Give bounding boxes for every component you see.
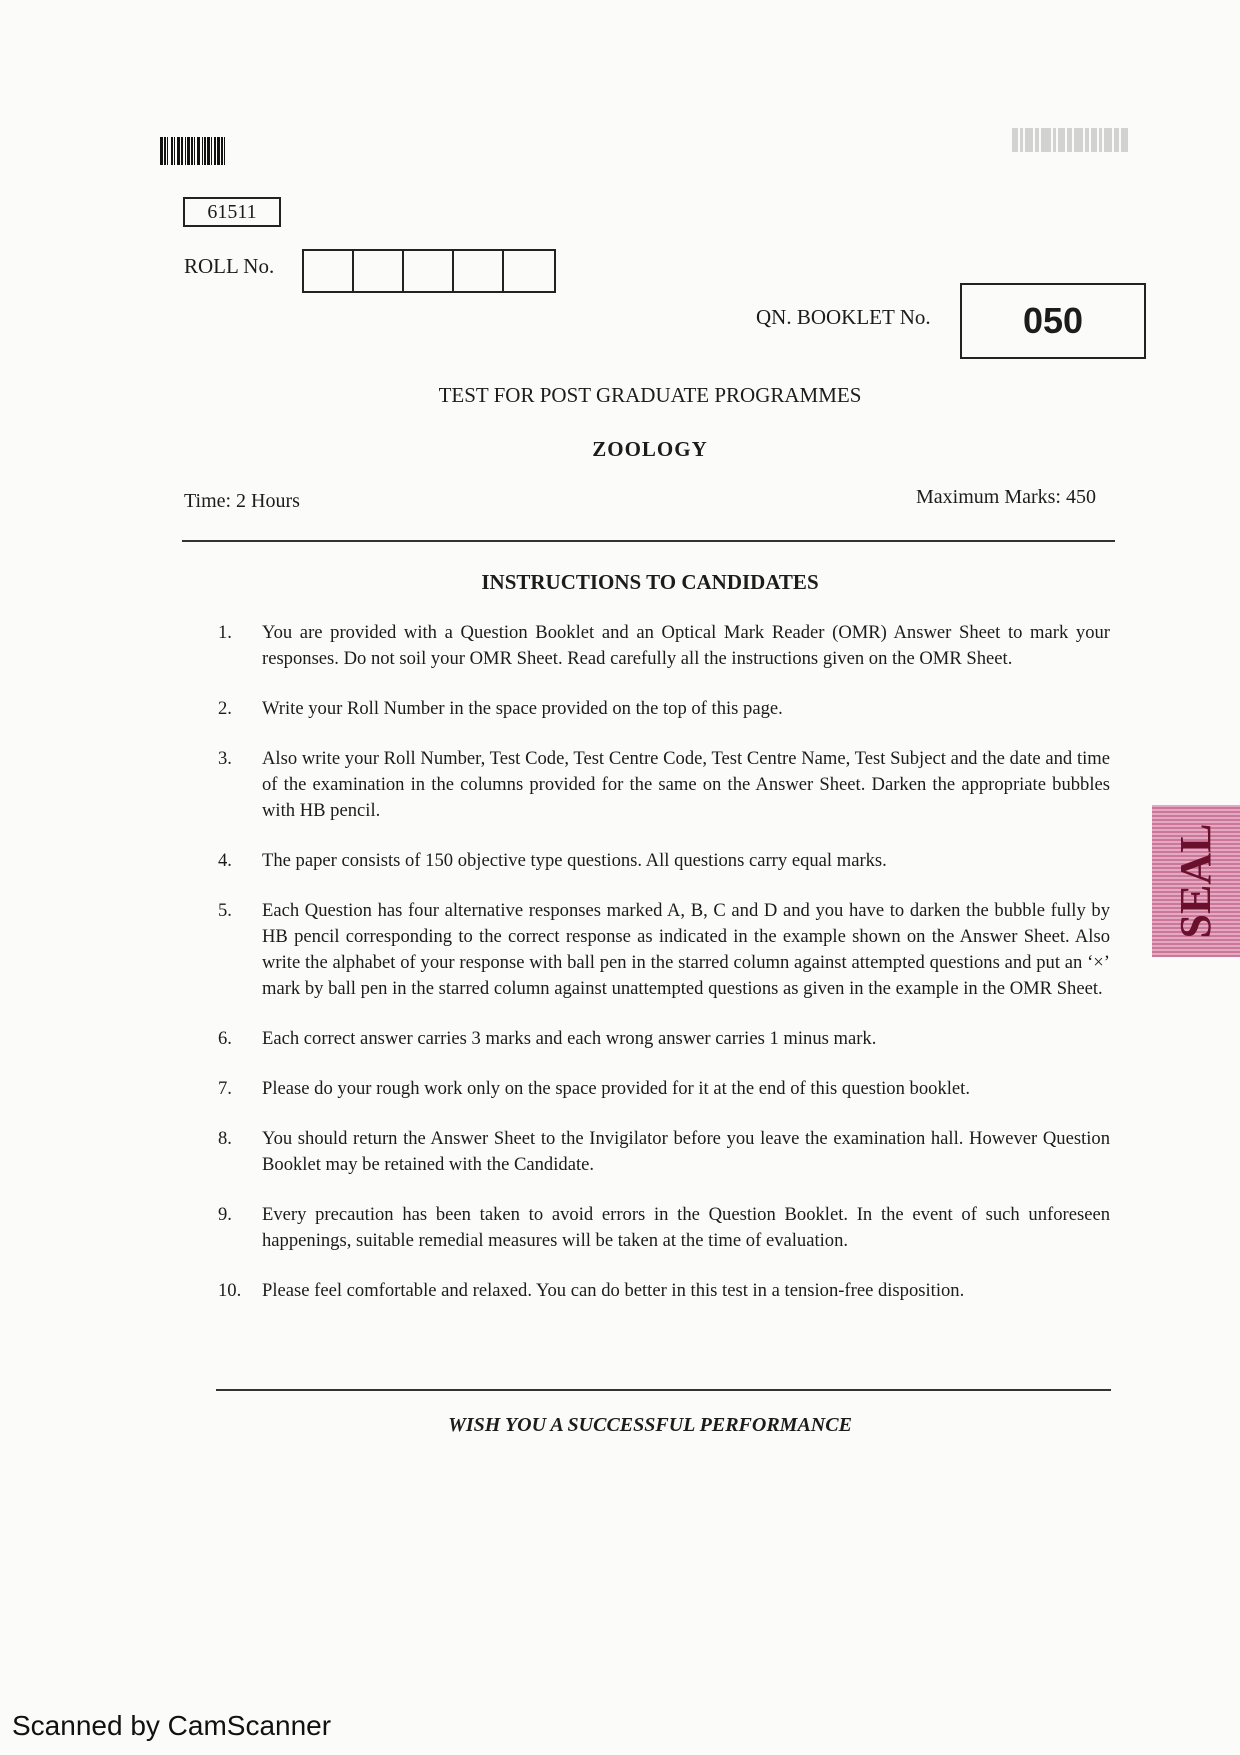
barcode bbox=[160, 137, 320, 165]
instruction-number: 6. bbox=[218, 1028, 232, 1049]
instruction-number: 5. bbox=[218, 900, 232, 921]
maximum-marks: Maximum Marks: 450 bbox=[916, 486, 1096, 508]
instruction-text: The paper consists of 150 objective type questions. All questions carry equal marks. bbox=[262, 850, 887, 871]
seal-label: SEAL bbox=[1171, 823, 1220, 939]
instruction-item bbox=[218, 1278, 1110, 1304]
roll-digit-box[interactable] bbox=[354, 251, 404, 291]
barcode-bar bbox=[1035, 128, 1039, 152]
instruction-item bbox=[218, 1202, 1110, 1254]
roll-digit-box[interactable] bbox=[504, 251, 554, 291]
closing-message: WISH YOU A SUCCESSFUL PERFORMANCE bbox=[448, 1414, 852, 1436]
barcode-bar bbox=[1058, 128, 1065, 152]
instruction-text: Please feel comfortable and relaxed. You can do better in this test in a tension-free disposition. bbox=[262, 1280, 965, 1301]
barcode-bar bbox=[1114, 128, 1119, 152]
barcode-bar bbox=[1020, 128, 1023, 152]
subject-title: ZOOLOGY bbox=[592, 437, 708, 461]
barcode-bar bbox=[1025, 128, 1033, 152]
instruction-item bbox=[218, 848, 1110, 874]
instruction-text: Please do your rough work only on the space provided for it at the end of this question booklet. bbox=[262, 1078, 970, 1099]
instruction-text: Each Question has four alternative responses marked A, B, C and D and you have to darken the bubble fully by HB pencil corresponding to the correct response as indicated in the example shown on the Answer Sheet. Also write the alphabet of your response with ball pen in the starred column against attempted questions and put an ‘×’ mark by ball pen in the starred column against unattempted questions as given in the example in the OMR Sheet. bbox=[262, 900, 1110, 999]
instructions-heading: INSTRUCTIONS TO CANDIDATES bbox=[481, 570, 819, 594]
barcode-bar bbox=[225, 137, 227, 165]
barcode-bar bbox=[1104, 128, 1112, 152]
divider bbox=[216, 1389, 1111, 1391]
barcode-bar bbox=[1053, 128, 1056, 152]
instruction-item bbox=[218, 620, 1110, 672]
instructions-list bbox=[218, 620, 1110, 1304]
barcode-bar bbox=[1041, 128, 1051, 152]
instruction-text: Also write your Roll Number, Test Code, Test Centre Code, Test Centre Name, Test Subject and the date and time of the examination in the columns provided for the same on the Answer Sheet. Darken the appropriate bubbles with HB pencil. bbox=[262, 748, 1110, 821]
instruction-text: You are provided with a Question Booklet and an Optical Mark Reader (OMR) Answer Sheet to mark your responses. Do not soil your OMR Sheet. Read carefully all the instructions given on the OMR Sheet. bbox=[262, 622, 1110, 669]
instruction-item bbox=[218, 1076, 1110, 1102]
instruction-item bbox=[218, 746, 1110, 824]
instruction-text: Write your Roll Number in the space provided on the top of this page. bbox=[262, 698, 783, 719]
barcode-bar bbox=[1074, 128, 1083, 152]
barcode-bar bbox=[1012, 128, 1018, 152]
roll-digit-box[interactable] bbox=[404, 251, 454, 291]
barcode-bar bbox=[1067, 128, 1072, 152]
instruction-number: 8. bbox=[218, 1128, 232, 1149]
barcode-bar bbox=[1121, 128, 1128, 152]
instruction-item bbox=[218, 1126, 1110, 1178]
paper-code: 61511 bbox=[183, 197, 281, 227]
instruction-item bbox=[218, 696, 1110, 722]
roll-number-label: ROLL No. bbox=[184, 254, 275, 278]
instruction-text: Every precaution has been taken to avoid errors in the Question Booklet. In the event of such unforeseen happenings, suitable remedial measures will be taken at the time of evaluation. bbox=[262, 1204, 1110, 1251]
instruction-number: 10. bbox=[218, 1280, 242, 1301]
roll-number-boxes[interactable] bbox=[302, 249, 556, 293]
instruction-text: You should return the Answer Sheet to the Invigilator before you leave the examination hall. However Question Booklet may be retained with the Candidate. bbox=[262, 1128, 1110, 1175]
divider bbox=[182, 540, 1115, 542]
barcode-bar bbox=[1099, 128, 1102, 152]
instruction-number: 7. bbox=[218, 1078, 232, 1099]
test-title: TEST FOR POST GRADUATE PROGRAMMES bbox=[438, 383, 862, 407]
roll-digit-box[interactable] bbox=[454, 251, 504, 291]
instruction-number: 2. bbox=[218, 698, 232, 719]
roll-digit-box[interactable] bbox=[304, 251, 354, 291]
instruction-item bbox=[218, 898, 1110, 1002]
instruction-text: Each correct answer carries 3 marks and each wrong answer carries 1 minus mark. bbox=[262, 1028, 877, 1049]
instruction-number: 1. bbox=[218, 622, 232, 643]
seal-stamp bbox=[1152, 805, 1240, 957]
barcode-bar bbox=[1091, 128, 1097, 152]
faded-barcode bbox=[1012, 128, 1170, 152]
booklet-number-label: QN. BOOKLET No. bbox=[756, 305, 931, 329]
scanner-watermark: Scanned by CamScanner bbox=[12, 1710, 332, 1741]
booklet-number: 050 bbox=[960, 283, 1146, 359]
time-allowed: Time: 2 Hours bbox=[184, 490, 300, 512]
instruction-number: 3. bbox=[218, 748, 232, 769]
barcode-bar bbox=[1085, 128, 1089, 152]
instruction-number: 9. bbox=[218, 1204, 232, 1225]
instruction-number: 4. bbox=[218, 850, 232, 871]
instruction-item bbox=[218, 1026, 1110, 1052]
